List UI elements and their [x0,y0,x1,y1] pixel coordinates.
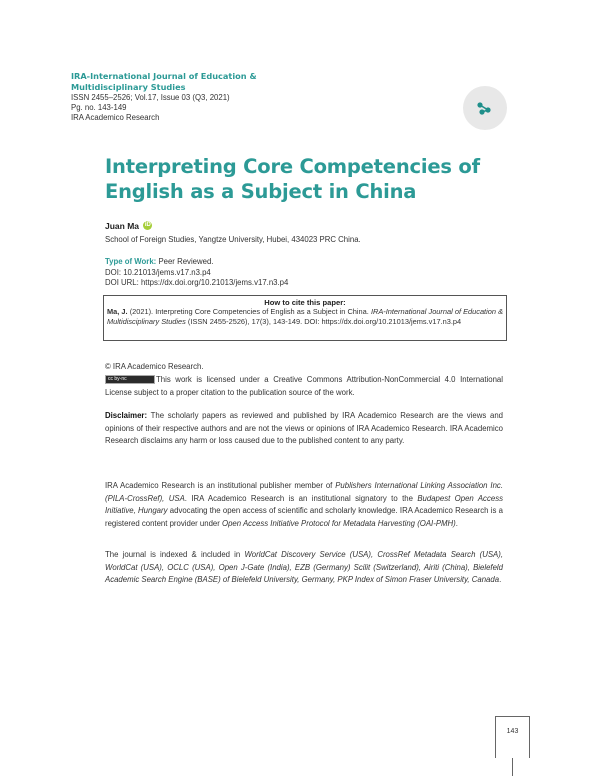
journal-publisher: IRA Academico Research [71,113,160,122]
indexing-text-2: . [499,575,502,584]
work-doi[interactable]: DOI: 10.21013/jems.v17.n3.p4 [105,267,211,277]
copyright-line: © IRA Academico Research. [105,362,204,371]
work-type-value: Peer Reviewed. [158,257,214,266]
work-type [105,257,288,268]
journal-pages: Pg. no. 143-149 [71,103,127,112]
citation-box [103,295,507,341]
citation-heading: How to cite this paper: [264,298,346,307]
license-text [105,374,503,399]
publisher-paragraph [105,480,503,530]
publisher-italic-3: Open Access Initiative Protocol for Metadata Harvesting (OAI-PMH) [222,518,456,528]
journal-issn: ISSN 2455–2526; Vol.17, Issue 03 (Q3, 2021) [71,93,230,102]
publisher-italic-1: Publishers International Linking Association Inc. (PILA-CrossRef), USA [105,481,503,503]
license-statement: This work is licensed under a Creative Commons Attribution-NonCommercial 4.0 International License subject to a proper citation to the publication source of the work. [105,375,503,397]
publisher-text-2: . IRA Academico Research is an institutional signatory to the [184,493,418,503]
indexing-italic: WorldCat Discovery Service (USA), CrossRef Metadata Search (USA), WorldCat (USA), OCLC (USA), Open J-Gate (India), EZB (Germany) Scilit (Switzerland), Airiti (China), Bielefeld Academic Search Engine (BASE) of Bielefeld University, Germany, PKP Index of Simon Fraser University, Canada [105,550,504,584]
article-title: Interpreting Core Competencies of English as a Subject in China [105,155,480,203]
work-type-label: Type of Work: [105,257,157,266]
journal-name: IRA-International Journal of Education & Multidisciplinary Studies [71,71,257,92]
journal-header [71,71,331,123]
cc-license-badge-icon[interactable]: cc by-nc [105,375,155,384]
publisher-text-3: advocating the open access of scientific and scholarly knowledge. IRA Academico Research is a registered content provider under [105,506,504,528]
work-doi-url[interactable]: DOI URL: https://dx.doi.org/10.21013/jems.v17.n3.p4 [105,278,289,287]
publisher-text-1: IRA Academico Research is an institutional publisher member of [105,481,336,490]
page-number-rule [512,758,513,776]
disclaimer-text: The scholarly papers as reviewed and published by IRA Academico Research are the views and opinions of their respective authors and are not the views or opinions of IRA Academico Research. IRA Academico Research disclaims any harm or loss caused due to the published content to any party. [105,411,503,445]
work-info [105,257,288,289]
author-affiliation: School of Foreign Studies, Yangtze University, Hubei, 434023 PRC China. [105,235,361,244]
citation-part-b: (ISSN 2455-2526), 17(3), 143-149. DOI: https://dx.doi.org/10.21013/jems.v17.n3.p4 [185,317,462,326]
share-nodes-icon [463,86,507,130]
disclaimer [105,410,503,448]
publisher-italic-2: Budapest Open Access Initiative, Hungary [105,493,503,515]
citation-text [107,307,503,327]
disclaimer-label: Disclaimer: [105,411,148,420]
indexing-text-1: The journal is indexed & included in [105,550,245,559]
page-number: 143 [506,728,519,735]
author-line [105,221,152,231]
citation-part-a: (2021). Interpreting Core Competencies of English as a Subject in China. [127,307,371,316]
citation-journal: IRA-International Journal of Education & Multidisciplinary Studies [107,307,503,326]
citation-author: Ma, J. [107,307,128,316]
page-number-box [495,716,530,758]
indexing-paragraph [105,549,503,587]
orcid-icon[interactable]: iD [144,222,151,228]
author-name: Juan Ma [105,221,140,231]
publisher-text-4: . [455,518,458,528]
